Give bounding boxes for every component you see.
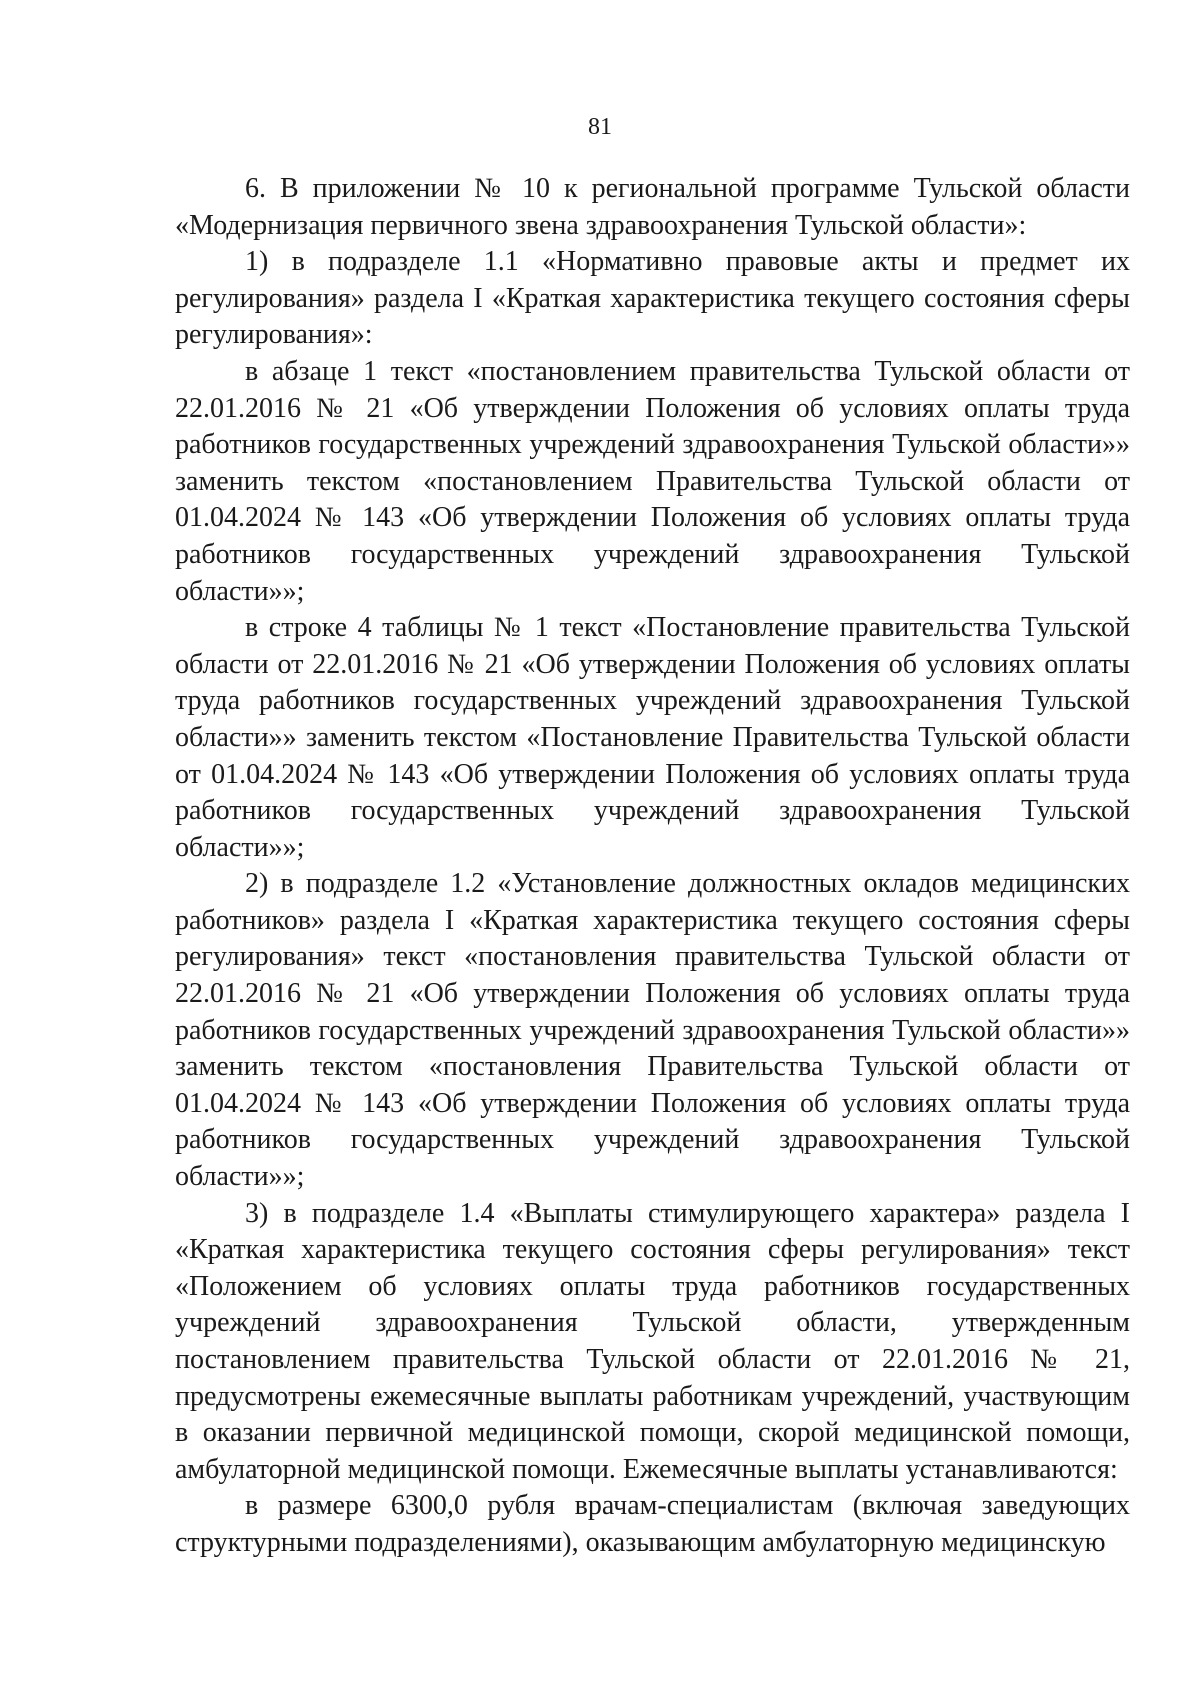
paragraph-table-row-4: в строке 4 таблицы № 1 текст «Постановление правительства Тульской области от 22.01.2016 № 21 «Об утверждении Положения об условиях оплаты труда работников государственных учреждений здравоохранения Тульской области»» заменить текстом «Постановление Правительства Тульской области от 01.04.2024 № 143 «Об утверждении Положения об условиях оплаты труда работников государственных учреждений здравоохранения Тульской области»»; (175, 612, 1130, 863)
paragraph-subsection-1-2: 2) в подразделе 1.2 «Установление должностных окладов медицинских работников» раздела I «Краткая характеристика текущего состояния сферы регулирования» текст «постановления правительства Тульской области от 22.01.2016 № 21 «Об утверждении Положения об условиях оплаты труда работников государственных учреждений здравоохранения Тульской области»» заменить текстом «постановления Правительства Тульской области от 01.04.2024 № 143 «Об утверждении Положения об условиях оплаты труда работников государственных учреждений здравоохранения Тульской области»»; (175, 868, 1130, 1193)
paragraph-subsection-1-4: 3) в подразделе 1.4 «Выплаты стимулирующего характера» раздела I «Краткая характеристика текущего состояния сферы регулирования» текст «Положением об условиях оплаты труда работников государственных учреждений здравоохранения Тульской области, утвержденным постановлением правительства Тульской области от 22.01.2016 № 21, предусмотрены ежемесячные выплаты работникам учреждений, участвующим в оказании первичной медицинской помощи, скорой медицинской помощи, амбулаторной медицинской помощи. Ежемесячные выплаты устанавливаются: (175, 1197, 1130, 1485)
document-body (175, 171, 1130, 1562)
page-number: 81 (588, 114, 612, 140)
paragraph-abzac-1: в абзаце 1 текст «постановлением правительства Тульской области от 22.01.2016 № 21 «Об утверждении Положения об условиях оплаты труда работников государственных учреждений здравоохранения Тульской области»» заменить текстом «постановлением Правительства Тульской области от 01.04.2024 № 143 «Об утверждении Положения об условиях оплаты труда работников государственных учреждений здравоохранения Тульской области»»; (175, 355, 1130, 607)
paragraph-subsection-1-1: 1) в подразделе 1.1 «Нормативно правовые акты и предмет их регулирования» раздела I «Краткая характеристика текущего состояния сферы регулирования»: (175, 246, 1130, 351)
paragraph-payment-amount: в размере 6300,0 рубля врачам-специалистам (включая заведующих структурными подразделениями), оказывающим амбулаторную медицинскую (175, 1490, 1130, 1558)
paragraph-item-6: 6. В приложении № 10 к региональной программе Тульской области «Модернизация первичного звена здравоохранения Тульской области»: (175, 173, 1130, 241)
